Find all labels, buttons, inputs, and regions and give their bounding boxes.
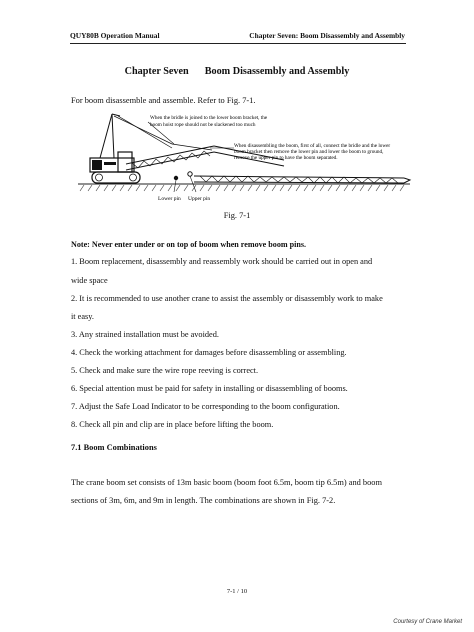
upper-pin-marker xyxy=(188,172,192,176)
figure-boom-diagram xyxy=(74,108,414,208)
list-item: 3. Any strained installation must be avoided. xyxy=(71,330,219,339)
chapter-number: Chapter Seven xyxy=(124,66,189,77)
lower-pin-marker xyxy=(174,176,178,180)
list-item: 5. Check and make sure the wire rope reeving is correct. xyxy=(71,366,259,375)
section-text-line2: sections of 3m, 6m, and 9m in length. The combinations are shown in Fig. 7-2. xyxy=(71,496,336,505)
list-item: 6. Special attention must be paid for safety in installing or disassembling of booms. xyxy=(71,384,348,393)
list-item: wide space xyxy=(71,276,108,285)
list-item: it easy. xyxy=(71,312,94,321)
list-item: 1. Boom replacement, disassembly and reassembly work should be carried out in open and xyxy=(71,257,373,266)
gantry xyxy=(100,114,120,158)
lower-pin-label: Lower pin xyxy=(158,196,181,202)
list-item: 4. Check the working attachment for damages before disassembling or assembling. xyxy=(71,348,347,357)
chapter-title xyxy=(0,66,474,77)
page-number: 7-1 / 10 xyxy=(226,588,248,595)
callout-2-line1: When disassembling the boom, first of all, connect the bridle and the lower xyxy=(234,143,391,149)
ground-hatching xyxy=(80,185,404,191)
section-heading: 7.1 Boom Combinations xyxy=(71,443,157,452)
section-text-line1: The crane boom set consists of 13m basic boom (boom foot 6.5m, boom tip 6.5m) and boom xyxy=(71,478,382,487)
list-item: 7. Adjust the Safe Load Indicator to be corresponding to the boom configuration. xyxy=(71,402,340,411)
safety-note: Note: Never enter under or on top of boom when remove boom pins. xyxy=(71,240,307,249)
header-left: QUY80B Operation Manual xyxy=(70,31,160,40)
boom-foot-section xyxy=(126,146,214,170)
list-item: 2. It is recommended to use another crane to assist the assembly or disassembly work to make xyxy=(71,294,383,303)
callout-1-line2: boom hoist rope should not be slackened too much xyxy=(150,122,256,128)
callout-2-line2: boom bracket then remove the lower pin and lower the boom to ground, xyxy=(234,149,384,155)
callout-2-line3: remove the upper pin to have the boom separated. xyxy=(234,155,338,161)
crane-body xyxy=(90,152,134,172)
header-divider xyxy=(70,43,406,44)
crawler-track xyxy=(92,172,140,183)
intro-text: For boom disassemble and assemble. Refer to Fig. 7-1. xyxy=(71,96,256,105)
figure-caption: Fig. 7-1 xyxy=(223,211,251,220)
upper-pin-label: Upper pin xyxy=(188,196,211,202)
callout-1-line1: When the bridle is joined to the lower boom bracket, the xyxy=(150,115,268,121)
list-item: 8. Check all pin and clip are in place before lifting the boom. xyxy=(71,420,274,429)
courtesy-footer: Courtesy of Crane Market xyxy=(393,619,462,625)
header-right: Chapter Seven: Boom Disassembly and Assembly xyxy=(249,31,405,40)
chapter-name: Boom Disassembly and Assembly xyxy=(204,66,350,77)
